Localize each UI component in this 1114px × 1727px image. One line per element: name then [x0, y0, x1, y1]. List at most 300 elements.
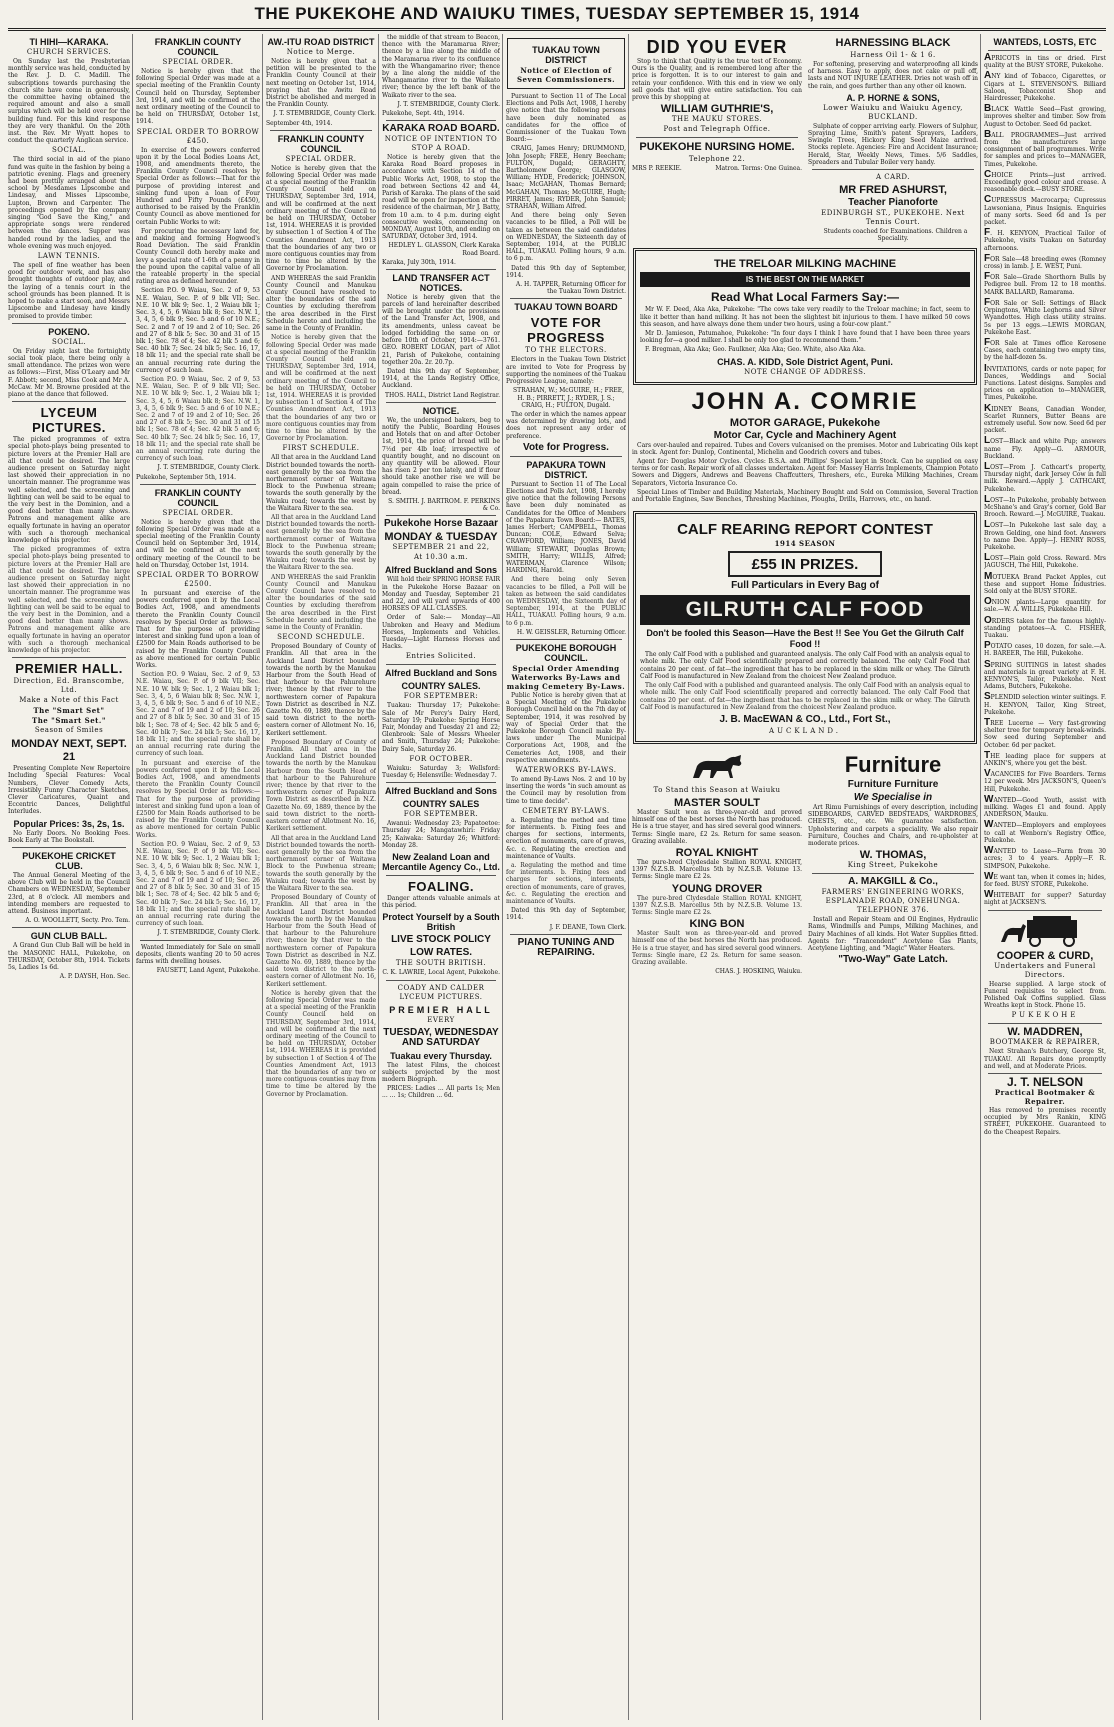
column-5: [506, 34, 626, 1720]
classified-text: PRING SUITINGS in latest shades and materials in great variety at F. H. KENYON'S, Tailor, Pukekohe. Next Adams, Butchers, Pukekohe.: [984, 661, 1106, 691]
ad-body: Students coached for Examinations. Children a Speciality.: [823, 228, 968, 243]
drop-cap: F: [984, 296, 991, 308]
notice-title: NOTICE.: [422, 405, 460, 416]
notice-body: Public Notice is hereby given that at a Special Meeting of the Pukekohe Borough Council held on the 7th day of September, 1914, it was resolved by way of Special Order that the Pukekohe Borough Council make By-laws under The Municipal Corporations Act, 1908, and the Cemeteries Act, 1908, and their respective amendments.: [506, 691, 626, 764]
ad-body: Cars over-hauled and repaired. Tubes and Covers vulcanised on the premises. Motor and Lubricating Oils kept in stock. Agent for: Dunlop, Continental, Michelin and Goodrich covers and tubes.: [632, 441, 978, 456]
ad-body: Tuakau: Thursday 17; Pukekohe: Sale of Mr Percy's Dairy Herd, Saturday 19; Pukekohe: Spring Horse Fair, Monday and Tuesday 21 and 22; Glenbrook: Sale of Messrs Wheeler and Smith, Thursday 24; Pukekohe: Dairy Sale, Saturday 26.: [382, 702, 500, 753]
classified-text: OST—In Pukekohe, probably between McShane's and Gray's corner, Gold Bar Brooch. Reward.—J. McGUIRE, Tuakau.: [984, 496, 1106, 519]
ad-body: The pure-bred Clydesdale Stallion ROYAL KNIGHT, 1397 N.Z.S.B. Marcellus 5th by N.Z.S.B. Volume 13. Terms: Single mare £2 2s.: [632, 858, 802, 881]
horse-icon: [687, 752, 747, 784]
classified-text: HE leading place for suppers at ANKIN'S, where you get the best.: [984, 752, 1106, 768]
ad-line: Make a Note of this Fact: [19, 696, 119, 705]
classified-text: OST—Black and white Pup; answers name Fly. Apply—G. ARMOUR, Buckland.: [984, 438, 1106, 460]
classified-text: OR Sale—Grade Shorthorn Bulls by Pedigree bull. From 12 to 18 months. MARK BALLARD, Ramarama.: [984, 274, 1106, 296]
drop-cap: W: [984, 889, 994, 901]
ad-body: Install and Repair Steam and Oil Engines, Hydraulic Rams, Windmills and Pumps, Milking Machines, and Dairy Machines of all kinds. Hot Water Supplies fitted. Agents for: "Trancendent" Acetylene Gas Plants, Acetylene Lighting, and "Magic" Water Heaters.: [808, 916, 978, 952]
classified-text: ACANCIES for Five Boarders. Terms 12 per week. Mrs JACKSON'S, Queen's Hill, Pukekohe.: [984, 771, 1106, 793]
ad-body: Stop to think that Quality is the true test of Economy. Ours is the Quality, and is remembered long after the price is forgotten. It is to our interest to gain and retain your confidence. With this end in view we only sell goods that will give entire satisfaction. You can prove this by shopping at: [632, 58, 802, 102]
ad-line: MRS P. REEKIE.: [632, 165, 682, 173]
notice-signature: J. F. DEANE, Town Clerk.: [549, 923, 626, 931]
notice-body: Notice is hereby given that the following Special Order was made at a special meeting of the Franklin County Council held on September 3rd, 1914, and will be confirmed at the next ordinary meeting of the Council to be held on Thursday, October 1st, 1914.: [136, 518, 260, 569]
ad-title: COUNTRY SALES.: [401, 681, 481, 692]
ad-sub: NOTE CHANGE OF ADDRESS.: [744, 367, 866, 376]
ad-sub: Practical Bootmaker & Repairer.: [994, 1087, 1096, 1106]
masthead: THE PUKEKOHE AND WAIUKU TIMES, TUESDAY SEPTEMBER 15, 1914: [8, 4, 1106, 31]
notice-body: Dated this 9th day of September, 1914, at the Lands Registry Office, Auckland.: [382, 367, 500, 390]
ad-prize: £55 IN PRIZES.: [751, 556, 859, 574]
furniture-ad: [808, 750, 978, 977]
ad-body: Agent for: Douglas Motor Cycles. Cycles: B.S.A. and Phillips' Special kept in Stock. Can be supplied on easy terms or for cash. Repair work of all classes undertaken. Agent for: Massey Harris Implements, Champion Potato Sowers and Diggers, Andrews and Beavens Chaffcutters, Threshers, etc., Eureka Milking Machines, Cream Separators, Victoria Insurance Co.: [632, 458, 978, 487]
notice-sub: SPECIAL ORDER.: [162, 508, 234, 517]
notice-body: The Annual General Meeting of the above Club will be held in the Council Chambers on WEDNESDAY, September 23rd, at 8 o'clock. All members and intending members are requested to attend. Business important.: [8, 872, 130, 916]
notice-body: For procuring the necessary land for, and making and forming Hogwood's Road Deviation. The said Franklin County Council doth hereby make and levy a special rate of 1-6th of a penny in the pound upon the capital value of all the rateable property in the special rating area as defined hereunder.: [136, 227, 260, 286]
ad-title: Teacher Pianoforte: [848, 197, 938, 209]
notice-sub: SECOND SCHEDULE.: [277, 633, 365, 642]
ad-sub: We Specialise in: [853, 791, 933, 803]
ad-sub: At 10.30 a.m.: [414, 553, 468, 562]
classified-text: OTUEKA Brand Packet Apples, cut these and support Home Industries. Sold only at the BUSY STORE.: [984, 573, 1106, 595]
drop-cap: B: [984, 103, 992, 115]
ad-title: PREMIER HALL.: [15, 661, 123, 677]
classified-text: OST—From J. Cathcart's property, Thursday night, dark Jersey Cow in full milk. Reward.—Apply J. CATHCART, Pukekohe.: [984, 463, 1106, 493]
column-8: [984, 34, 1106, 1720]
classified-item: [984, 821, 1106, 844]
ad-firm: Alfred Buckland and Sons: [384, 668, 498, 679]
classified-text: ANTED—Good Youth, assist with milking. Wages £1 and found. Apply ANDERSON, Mauku.: [984, 796, 1106, 819]
notice-sub: SPECIAL ORDER TO BORROW £2500.: [136, 570, 260, 588]
ad-line: Full Particulars in Every Bag of: [731, 580, 879, 592]
drop-cap: L: [984, 435, 991, 447]
drop-cap: S: [984, 691, 991, 703]
column-2: [136, 34, 260, 1720]
notice-body: Dated this 9th day of September, 1914.: [506, 264, 626, 279]
notice-body: We, the undersigned bakers, beg to notify the Public, Boarding Houses and Hotels that on and after October 1st, 1914, the price of bread will be 7½d per 4lb loaf; irrespective of quantity bought, and no discount on any quantity will be allowed. Flour has risen 2 per ton lately, and if flour should take another rise we will be again compelled to raise the price of bread.: [382, 416, 500, 496]
ad-body: Order of Sale:— Monday—All Unbroken and Heavy and Medium Horses, Implements and Vehicles. Tuesday—Light Harness Horses and Hacks.: [382, 614, 500, 651]
ad-sub: EDINBURGH ST., PUKEKOHE. Next Tennis Court.: [821, 209, 965, 227]
notice-sub: SPECIAL ORDER TO BORROW £450.: [136, 127, 260, 145]
drop-cap: V: [984, 768, 991, 780]
ad-firm: COOPER & CURD,: [996, 949, 1094, 962]
drop-cap: L: [984, 493, 991, 505]
ad-title: PREMIER HALL: [389, 1004, 493, 1015]
classified-text: IDNEY Beans, Canadian Wonder, Scarlet Runners, Butter Beans are extremely useful. Sow now. Seed 6d per packet.: [984, 405, 1106, 435]
notice-body: The order in which the names appear was determined by drawing lots, and does not represent any order of preference.: [506, 410, 626, 440]
notice-title: FRANKLIN COUNTY COUNCIL: [277, 133, 365, 154]
ad-sub: Lower Waiuku and Waiuku Agency, BUCKLAND.: [823, 103, 963, 121]
ad-sub: SEPTEMBER 21 and 22,: [392, 543, 490, 552]
section-title: WANTEDS, LOSTS, ETC: [993, 37, 1097, 47]
column-rule: [980, 34, 981, 1720]
ad-sub: Post and Telegraph Office.: [663, 125, 771, 134]
ad-title: Pukekohe Horse Bazaar: [384, 518, 498, 530]
column-6-7: [632, 34, 978, 1720]
drop-cap: A: [984, 52, 992, 63]
notice-body: In pursuant and exercise of the powers conferred upon it by the Local Bodies Act, 1908, and amendments thereto the Franklin County Council resolves by Special Order as follows:—That for the purpose of providing interest and sinking fund upon a loan of £2500 for Main Roads authorised to be raised by the Franklin County Council as above mentioned for certain Public Works.: [136, 589, 260, 670]
classified-item: [984, 296, 1106, 336]
drop-cap: T: [984, 749, 991, 761]
ad-firm: J. T. NELSON: [1006, 1074, 1083, 1089]
notice-body: a. Regulating the method and time for interments. b. Fixing fees and charges for sections, interments, erection of monuments, care of graves, &c. c. Regulating the erection and maintenance of Vaults.: [506, 862, 626, 906]
ad-title: COUNTRY SALES: [402, 799, 480, 810]
ad-body: No Early Doors. No Booking Fees. Book Early at The Bookstall.: [8, 829, 130, 844]
article-body: On Friday night last the fortnightly social took place, there being only a small attendance. The prizes won were as follows:—First, Miss O'Leary and Mr F. Abbott; second, Miss Cook and Mr A. McCaw. Mr M. Browne presided at the piano at the dance that followed.: [8, 347, 130, 398]
notice-sub: NOTICE OF INTENTION TO STOP A ROAD.: [384, 135, 498, 153]
ad-banner: GILRUTH CALF FOOD: [640, 595, 970, 625]
classified-item: [984, 642, 1106, 657]
ad-sub: Direction, Ed. Branscombe, Ltd.: [13, 677, 125, 695]
drop-cap: C: [984, 194, 992, 206]
notice-title: VOTE FOR PROGRESS: [527, 315, 605, 346]
notice-sub: Notice to Merge.: [286, 48, 356, 56]
classified-text: NION plants—Large quantity for sale.—W. A. WILLIS, Pukekohe Hill.: [984, 599, 1106, 614]
notice-date: September 4th, 1914.: [266, 119, 333, 127]
ad-title: THE TRELOAR MILKING MACHINE: [713, 258, 897, 271]
notice-date: Pukekohe, Sept. 4th, 1914.: [382, 110, 465, 118]
classified-text: REE Lucerne — Very fast-growing shelter tree for temporary break-winds. Sow seed during September and October. 6d per packet.: [984, 720, 1106, 749]
notice-body: Section P.O. 9 Waiau, Sec. 2 of 9, 53 N.E. Waiau, Sec. P. of 9 blk VII; Sec. N.E. 10 W. blk 9; Sec. 1, 2 Waiau blk 1; Sec. 3, 4, 5, 6 Waiau blk 8; Sec. N.W. 1, 3, 4, 5, 6 blk 9; Sec. 5 and 6 of 10 N.E.; Sec. 2 and 7 of 19 and 2 of 10; Sec. 26 and 27 of 8 blk 5; Sec. 30 and 31 of 15 blk 1; Sec. 78 of 4; Sec. 42 blk 5 and 6; Sec. 40 blk 7; Sec. 24 blk 5; Sec. 16, 17, 18 blk 11; and the special rate shall be an annual recurring rate during the currency of such loan.: [136, 287, 260, 374]
notice-body: AND WHEREAS the said Franklin County Council and Manukau County Council have resolved to alter the boundaries of the said Counties by excluding therefrom the area described in the First Schedule hereto and including the same in the County of Franklin.: [266, 573, 376, 632]
drop-cap: F: [984, 252, 991, 264]
ad-sub: THE MAUKU STORES.: [671, 115, 763, 124]
notice-body: Notice is hereby given that the following Special Order was made at a special meeting of the Franklin County Council held on THURSDAY, September 3rd, 1914, and will be confirmed at the next ordinary meeting of the Council to be held on THURSDAY, October 1st, 1914. WHEREAS it is provided by subsection 1 of Section 4 of The Counties Amendment Act, 1913 that the boundaries of any two or more contiguous counties may from time to time be altered by the Governor by Proclamation.: [266, 989, 376, 1098]
notice-signature: A. H. TAPPER, Returning Officer for the Tuakau Town District.: [515, 281, 626, 296]
classified-text: . H. KENYON, Practical Tailor of Pukekohe, visits Tuakau on Saturday afternoons.: [984, 230, 1106, 252]
notice-body: Pursuant to Section 11 of The Local Elections and Polls Act, 1908, I hereby give notice that the following persons have been duly nominated as candidates for the office of Commissioner of the Tuakau Town Board:—: [506, 93, 626, 144]
classified-item: [984, 693, 1106, 716]
notice-sub: FIRST SCHEDULE.: [282, 444, 360, 453]
classified-item: [984, 460, 1106, 493]
ad-line: Protect Yourself by a South British: [382, 912, 500, 933]
drop-cap: I: [984, 362, 987, 374]
notice-title: FRANKLIN COUNTY COUNCIL: [154, 487, 242, 508]
classified-item: [984, 598, 1106, 613]
drop-cap: K: [984, 402, 992, 414]
ad-line: Matron. Terms: One Guinea.: [715, 165, 802, 173]
classified-item: [984, 54, 1106, 69]
notice-body: To amend By-Laws Nos. 2 and 10 by inserting the words "in such amount as the Council may by resolution from time to time decide".: [506, 776, 626, 805]
notice-body: And there being only Seven vacancies to be filled, a Poll will be taken as between the said candidates on WEDNESDAY, the Sixteenth day of September, 1914, at the PUBLIC HALL, TUAKAU. Polling hours, 9 a.m. to 6 p.m.: [506, 576, 626, 627]
ad-title: MASTER SOULT: [674, 796, 760, 809]
ad-sub: FARMERS' ENGINEERING WORKS, ESPLANADE ROAD, ONEHUNGA. TELEPHONE 376.: [821, 888, 965, 915]
notice-line: Vote for Progress.: [523, 441, 609, 453]
ad-line: LIVE STOCK POLICY: [391, 934, 491, 946]
classified-item: [984, 793, 1106, 819]
ad-date: MONDAY NEXT, SEPT. 21: [11, 738, 127, 764]
notice-body: Proposed Boundary of County of Franklin. All that area in the Auckland Land District bounded towards the north by the Manukau Harbour from the South Head of that harbour to the Pahurehure river; thence by that river to the northwestern corner of Papakura Town District as described in N.Z. Gazette No. 69, 1889, thence by the said town district to the north-eastern corner of Allotment No. 16, Kerikeri settlement.: [266, 643, 376, 737]
ad-title: YOUNG DROVER: [671, 882, 763, 895]
notice-body: All that area in the Auckland Land District bounded towards the north-east generally by the sea from the northernmost corner of Waitawa Block to the Puwhenua stream; towards the south generally by the Waiuku road; towards the west by the Waitara River to the sea.: [266, 454, 376, 512]
classified-text: NY kind of Tobacco, Cigarettes, or Cigars at L. STEVENSON'S. Billiard Saloon, Tobacconist Shop and Hairdresser, Pukekohe.: [984, 73, 1106, 103]
ad-title: CALF REARING REPORT CONTEST: [677, 521, 933, 539]
notice-body: All that area in the Auckland Land District bounded towards the north-east generally by the sea from the northernmost corner of Waitawa Block to the Puwhenua stream; towards the south generally by the Waiuku road; towards the west by the Waitara River to the sea.: [266, 834, 376, 892]
ad-line: Tuakau every Thursday.: [390, 1050, 492, 1061]
ad-sub: PUKEKOHE: [1011, 1011, 1079, 1020]
comrie-ad: [632, 389, 978, 504]
classified-text: OST—Plain gold Cross. Reward. Mrs JAGUSCH, The Hill, Pukekohe.: [984, 555, 1106, 570]
drop-cap: O: [984, 596, 992, 608]
ad-line: The "Smart Set": [33, 706, 105, 716]
ad-sub: Entries Solicited.: [405, 652, 477, 661]
notice-signature: J. T. STEMBRIDGE, County Clerk.: [157, 464, 260, 472]
classified-item: [984, 891, 1106, 906]
classified-text: LACK Wattle Seed—Fast growing, improves shelter and timber. Sow from August to October. Seed 6d packet.: [984, 106, 1106, 128]
notice-signature: J. T. STEMBRIDGE, County Clerk.: [157, 929, 260, 937]
drop-cap: L: [984, 460, 991, 472]
drop-cap: S: [984, 658, 991, 670]
notice-body: Notice is hereby given that the following Special Order was made at a special meeting of the Franklin County Council held on THURSDAY, September 3rd, 1914, and will be confirmed at the next ordinary meeting of the Council to be held on THURSDAY, October 1st, 1914. WHEREAS it is provided by subsection 1 of Section 4 of The Counties Amendment Act, 1913 that the boundaries of any two or more contiguous counties may from time to time be altered by the Governor by Proclamation.: [266, 164, 376, 273]
notice-body: Electors in the Tuakau Town District are invited to Vote for Progress by supporting the nominees of the Tuakau Progressive League, namely:: [506, 356, 626, 386]
notice-title: PAPAKURA TOWN DISTRICT.: [526, 459, 606, 480]
ad-body: The only Calf Food with a published and guaranteed analysis. The only Calf Food with an analysis equal to whole milk. The only Calf Food scientifically prepared and correctly balanced. The only Calf Food that contains 20 per cent. of fat—the ingredient that has to be replaced in the skim milk or whey. The Gilruth Calf Food is manufactured in New Zealand from the choicest New Zealand produce.: [640, 682, 970, 711]
classified-item: [984, 554, 1106, 569]
classified-item: [984, 402, 1106, 435]
notice-body: Notice is hereby given that a petition will be presented to the Franklin County Council at their next meeting on October 1st, 1914, praying that the Awitu Road District be abolished and merged in the Franklin County.: [266, 58, 376, 109]
column-rule: [628, 34, 629, 1720]
notice-box: [507, 38, 625, 89]
ad-sub: FOR SEPTEMBER.: [403, 810, 479, 819]
prize-box: [728, 551, 882, 577]
ad-sub: King Street, Pukekohe: [847, 861, 939, 870]
ad-body: Danger attends valuable animals at this period.: [382, 895, 500, 910]
notice-body: Pursuant to Section 11 of The Local Elections and Polls Act, 1908, I hereby give notice that the following Persons have been duly nominated as Candidates for the Office of Members of the Papakura Town Board:— BATES, James Herbert; CAMPBELL, Thomas Duncan; COLE, Edward Selva; CRAWFORD, William; JONES, David William; STEWART, Douglas Brown; SMITH, Harry; WILLIS, Alfred; WATERMAN, Clarence Wilson; HARDING, Harold.: [506, 480, 626, 575]
ad-sub: Telephone 22.: [688, 155, 746, 164]
notice-body: Proposed Boundary of County of Franklin. All that area in the Auckland Land District bounded towards the north by the Manukau Harbour from the South Head of that harbour to the Pahurehure river; thence by that river to the northwestern corner of Papakura Town District as described in N.Z. Gazette No. 69, 1889, thence by the said town district to the north-eastern corner of Allotment No. 16, Kerikeri settlement.: [266, 738, 376, 833]
ad-body: Master Sault won as three-year-old and proved himself one of the best horses the North has produced. He is a true stayer, and has sired several good winners. Terms: Single mare, £2 2s. Return for same season. Grazing available.: [632, 808, 802, 845]
classified-item: [984, 72, 1106, 102]
notice-body: Proposed Boundary of County of Franklin. All that area in the Auckland Land District bounded towards the north by the Manukau Harbour from the South Head of that harbour to the Pahurehure river; thence by that river to the northwestern corner of Papakura Town District as described in N.Z. Gazette No. 69, 1889, thence by the said town district to the north-eastern corner of Allotment No. 16, Kerikeri settlement.: [266, 894, 376, 988]
column-4: [382, 34, 500, 1720]
ad-body: For softening, preserving and waterproofing all kinds of harness. Easy to apply, does not cake or pull off, lasts and NOT INJURE LEATHER. Dries not wash off in the rain, and goes further than any other oil known.: [808, 61, 978, 90]
classified-text: OR Sale at Times office Kerosene Cases, each containing two empty tins, by the half-dozen 5s.: [984, 339, 1106, 362]
ad-line: The "Smart Set.": [31, 716, 107, 726]
drop-cap: L: [984, 552, 991, 564]
notice-signature: S. SMITH. J. BARTROM. F. PERKINS & Co.: [388, 497, 500, 513]
notice-title: PUKEKOHE CRICKET CLUB.: [22, 851, 116, 872]
ad-body: The only Calf Food with a published and guaranteed analysis. The only Calf Food with an analysis equal to whole milk. The only Calf Food scientifically prepared and correctly balanced. The only Calf Food that contains 20 per cent. of fat—the ingredient that has to be replaced in the skim milk or whey. The Gilruth Calf Food is manufactured in New Zealand from the choicest New Zealand produce.: [640, 651, 970, 680]
ad-title: ROYAL KNIGHT: [675, 846, 759, 859]
drop-cap: P: [984, 640, 991, 652]
notice-title: TUAKAU TOWN BOARD: [514, 302, 618, 313]
treloar-ad: [633, 248, 977, 384]
ad-sub: FOR OCTOBER.: [409, 754, 473, 763]
notice-sub: SPECIAL ORDER.: [285, 154, 357, 163]
notice-body: Notice is hereby given that the following Special Order was made at a special meeting of the Franklin County Council held on Thursday, September 3rd, 1914, and will be confirmed at the next ordinary meeting of the Council to be held on THURSDAY, October 1st, 1914.: [136, 68, 260, 126]
ad-sub: A CARD.: [875, 173, 911, 182]
column-rule: [132, 34, 133, 1720]
ad-signature: CHAS. J. HOSKING, Waiuku.: [715, 968, 802, 976]
classified-text: OR Sale—48 breeding ewes (Romney cross) in lamb. J. E. WEST, Puni.: [984, 255, 1106, 271]
notice-title: LAND TRANSFER ACT NOTICES.: [392, 272, 490, 293]
notice-body: Dated this 9th day of September, 1914.: [506, 907, 626, 922]
notice-body: AND WHEREAS the said Franklin County Council and Manukau County Council have resolved to alter the boundaries of the said Counties by excluding therefrom the area described in the First Schedule hereto and including the same in the County of Franklin.: [266, 274, 376, 333]
ad-sub: COADY AND CALDER LYCEUM PICTURES.: [397, 983, 485, 1001]
notice-signature: J. T. STEMBRIDGE, County Clerk.: [397, 100, 500, 108]
notice-title: AW.-ITU ROAD DISTRICT: [267, 37, 375, 47]
classified-text: ANTED—Employers and employees to call at Wenborn's Registry Office, Pukekohe.: [984, 822, 1106, 844]
notice-body: Notice is hereby given that the Karaka Road Board proposes in accordance with Section 14 of the Public Works Act, 1908, to stop the road between Sections 42 and 44, Parish of Karaka. The plans of the said road will be open for inspection at the residence of the chairman, Mr J. Batty, from 10 a.m. to 4 p.m. during eight consecutive weeks, commencing on MONDAY, August 10th, and ending on SATURDAY, October 3rd, 1914.: [382, 154, 500, 241]
notice-sub: TO THE ELECTORS.: [525, 346, 607, 355]
drop-cap: C: [984, 168, 992, 180]
ad-body: Special Lines of Timber and Building Materials, Machinery Bought and Sold on Commission, Several Traction and Portable Engines, Saw Benches, Threshing Machines, Ploughs, Drills, Harrows, etc., on hand.: [632, 488, 978, 504]
ad-signature: C. K. LAWRIE, Local Agent, Pukekohe.: [382, 969, 500, 977]
ad-body: Presenting Complete New Repertoire Including Special Features: Vocal Numbers, Clever Comedy Acts, Irresistibly Funny Character Sketches, Clever Caricatures, Quaint and Eccentric Dances, Delightful Interludes.: [8, 765, 130, 816]
ad-firm: W. THOMAS,: [859, 849, 927, 862]
classified-text: OST—In Pukekohe last sale day, a Brown Gelding, one hind foot. Answers to name Dee. Apply—J. HENRY ROSS, Pukekohe.: [984, 522, 1106, 551]
ad-sub: Motor Car, Cycle and Machinery Agent: [713, 429, 897, 441]
ad-body: Art Rimu Furnishings of every description, including SIDEBOARDS, CARVED BEDSTEADS, WARDROBES, CHESTS, etc., etc. We guarantee satisfaction. Upholstering and carpets a speciality. We also repair Furniture, Couches and Chairs, and re-upholster at moderate prices.: [808, 803, 978, 847]
ad-title: JOHN A. COMRIE: [691, 387, 919, 415]
ad-signature: CHAS. A. KIDD, Sole District Agent, Puni.: [717, 356, 893, 367]
notice-body: Notice is hereby given that the following Special Order was made at a special meeting of the Franklin County Council held on THURSDAY, September 3rd, 1914, and will be confirmed at the next ordinary meeting of the Council to be held on THURSDAY, October 1st, 1914. WHEREAS it is provided by subsection 1 of Section 4 of The Counties Amendment Act, 1913 that the boundaries of any two or more contiguous counties may from time to time be altered by the Governor by Proclamation.: [266, 334, 376, 443]
drop-cap: W: [984, 870, 994, 882]
classified-text: HITEBAIT for supper? Saturday night at JACKSEN'S.: [984, 892, 1106, 907]
hearse-icon: [997, 914, 1093, 948]
notice-body: A Grand Gun Club Ball will be held in the MASONIC HALL, Pukekohe, on THURSDAY, October 8th, 1914. Tickets 5s, Ladies 1s 6d.: [8, 942, 130, 972]
ad-signature: J. B. MacEWAN & CO., Ltd., Fort St.,: [719, 713, 891, 725]
ad-body: Will hold their SPRING HORSE FAIR in the Pukekohe Horse Bazaar on Monday and Tuesday, September 21 and 22, and will yard upwards of 400 HORSES OF ALL CLASSES.: [382, 576, 500, 613]
ad-firm: A. MAKGILL & Co.,: [848, 876, 938, 888]
ad-sub: Undertakers and Funeral Directors.: [994, 961, 1096, 979]
drop-cap: L: [984, 519, 991, 531]
notice-title: PUKEKOHE BOROUGH COUNCIL.: [515, 642, 617, 663]
section-head: SOCIAL.: [51, 337, 87, 346]
classified-text: NVITATIONS, cards or note paper, for Dances, Weddings and Social Functions. Latest designs. Samples and prices on application to—MANAGER, Times, Pukekohe.: [984, 365, 1106, 402]
drop-cap: O: [984, 614, 992, 626]
column-3: [266, 34, 376, 1720]
ad-title: FOALING.: [407, 879, 475, 895]
ad-line: LOW RATES.: [409, 947, 473, 959]
article-title: POKENO.: [48, 326, 90, 337]
article-body: The third social in aid of the piano fund was quite in the fashion by being a patriotic evening. Flags and greenery had been prettily arranged about the school by Mesdames Lipscombe and Lindesay, and Misses Lipscombe, Lupton, Brown and Carpenter. The proceedings opened by the company singing "God Save the King," and appropriate songs were rendered between the dances. Supper was handed round by the ladies, and the whole evening was much enjoyed.: [8, 156, 130, 250]
notice-date: Pukekohe, September 5th, 1914.: [136, 473, 236, 481]
ad-body: Sulphate of copper arriving early. Flowers of Sulphur, Spraying Lime, Smith's patent Sprayers, Ladders, Swingle Trees, Hickory King Seed Maize arrived. Stocks replete. Agencies: Fire and Accident Insurance; Herald, Star, Weekly News, Times. 5/6 Saddles, Spreaders and Tubular Boiler very handy.: [808, 122, 978, 166]
ad-body: Mr W. F. Deed, Aka Aka, Pukekohe: "The cows take very readily to the Treloar machine; in fact, seem to like it better than hand milking. It has not been the slightest bit injurious to them. I have milked 50 cows this season, and have always done them under two hours, using a four-cow plant.": [640, 306, 970, 328]
notice-body: Notice is hereby given that the parcels of land hereinafter described will be brought under the provisions of the Land Transfer Act, 1908, and its amendments, unless caveat be lodged forbidding the same on or before 10th of October, 1914:—3761. GEO. ROBERT LOGAN, part of Allot 21, Parish of Pukekohe, containing together 20a. 2r. 20.7p.: [382, 293, 500, 366]
ad-title: PIANO TUNING AND REPAIRING.: [517, 936, 615, 958]
ad-sub: THE SOUTH BRITISH.: [395, 959, 487, 968]
ad-body: Waiuku: Saturday 3; Wellsford: Tuesday 6; Helensville: Wednesday 7.: [382, 764, 500, 780]
notice-signature: J. T. STEMBRIDGE, County Clerk.: [273, 110, 376, 118]
notice-title: TUAKAU TOWN DISTRICT: [532, 45, 600, 65]
classified-item: [984, 128, 1106, 168]
classified-item: [984, 196, 1106, 226]
notice-body: STRAHAN, W.; McGUIRE, H.; FREE, H. B.; PIRRETT, J.; RYDER, J. S.; CRAIG, H.; FULTON, Dugald.: [512, 387, 624, 409]
notice-title: KARAKA ROAD BOARD.: [382, 123, 500, 135]
ad-body: The latest Films, the choicest subjects projected by the most modern Biograph.: [382, 1061, 500, 1084]
article-body: On Sunday last the Presbyterian monthly service was held, conducted by the Rev. J. D. C. Madill. The subscriptions towards purchasing the church site have come in generously, the committee having obtained the required amount and also a small surplus which will be held over for the building fund. For this kind response they are very thankful. On the 20th inst. the Rev. Mr Wyatt hopes to conduct the quarterly Anglican service.: [8, 58, 130, 145]
ad-title: KING BON: [689, 918, 745, 931]
ad-sub: 1914 SEASON: [774, 539, 836, 549]
ad-body: The pure-bred Clydesdale Stallion ROYAL KNIGHT, 1397 N.Z.S.B. Marcellus 5th by N.Z.S.B. Volume 13. Terms: Single mare £2 2s.: [632, 894, 802, 916]
ad-sub: MOTOR GARAGE, Pukekohe: [729, 416, 881, 429]
ad-firm: Alfred Buckland and Sons: [384, 786, 498, 797]
classified-item: [984, 570, 1106, 596]
classified-item: [984, 521, 1106, 551]
ad-title: PUKEKOHE NURSING HOME.: [639, 141, 795, 154]
classified-item: [984, 252, 1106, 271]
ad-sub: Furniture Furniture: [847, 778, 939, 790]
column-1: [8, 34, 130, 1720]
ad-firm: WILLIAM GUTHRIE'S,: [660, 103, 774, 116]
classified-item: [984, 658, 1106, 691]
notice-body: Section P.O. 9 Waiau, Sec. 2 of 9, 53 N.E. Waiau, Sec. P. of 9 blk VII; Sec. N.E. 10 W. blk 9; Sec. 1, 2 Waiau blk 1; Sec. 3, 4, 5, 6 Waiau blk 8; Sec. N.W. 1, 3, 4, 5, 6 blk 9; Sec. 5 and 6 of 10 N.E.; Sec. 2 and 7 of 19 and 2 of 10; Sec. 26 and 27 of 8 blk 5; Sec. 30 and 31 of 15 blk 1; Sec. 78 of 4; Sec. 42 blk 5 and 6; Sec. 40 blk 7; Sec. 24 blk 5; Sec. 16, 17, 18 blk 11; and the special rate shall be an annual recurring rate during the currency of such loan.: [136, 840, 260, 928]
ad-title: MR FRED ASHURST,: [839, 184, 947, 197]
drop-cap: F: [984, 271, 991, 283]
ad-title: DID YOU EVER: [646, 37, 788, 57]
ad-body: Next Strahan's Butchery, George St, TUAKAU. All Repairs done promptly and well, and at Moderate Prices.: [984, 1048, 1106, 1070]
classified-text: ANTED to Lease—Farm from 30 acres; 3 to 4 years. Apply—F. R. SIMPSON, Pukekohe.: [984, 848, 1106, 870]
classified-item: [984, 719, 1106, 749]
ad-sub: To Stand this Season at Waiuku: [653, 785, 781, 794]
ad-date: TUESDAY, WEDNESDAY AND SATURDAY: [383, 1026, 499, 1048]
ad-sub: EVERY: [427, 1015, 455, 1024]
notice-sub: WATERWORKS BY-LAWS.: [515, 766, 617, 775]
article-title: TI HIHI—KARAKA.: [29, 37, 109, 47]
classified-item: [984, 770, 1106, 793]
notice-body: In pursuant and exercise of the powers conferred upon it by the Local Bodies Act, 1908, and amendments thereto the Franklin County Council resolves by Special Order as follows:—That for the purpose of providing interest and sinking fund upon a loan of £2500 for Main Roads authorised to be raised by the Franklin County Council as above mentioned for certain Public Works.: [136, 759, 260, 839]
drop-cap: W: [984, 845, 994, 857]
ad-firm: W. MADDREN,: [1007, 1026, 1083, 1039]
ad-sub: FOR SEPTEMBER:: [403, 692, 479, 701]
notice-signature: FAUSETT, Land Agent, Pukekohe.: [156, 967, 260, 975]
classified-item: [984, 847, 1106, 870]
classified-item: [984, 749, 1106, 768]
classified-text: PRICOTS in tins or dried. First quality at the BUSY STORE, Pukekohe.: [984, 55, 1106, 70]
article-title: LYCEUM PICTURES.: [32, 405, 106, 436]
classified-item: [984, 273, 1106, 296]
notice-signature: HEDLEY L. GLASSON, Clerk Karaka Road Board.: [388, 242, 500, 257]
drop-cap: A: [984, 70, 992, 82]
ad-body: PRICES: Ladies ... All parts 1s; Men ... ... 1s; Children ... 6d.: [382, 1085, 500, 1100]
classified-item: [984, 493, 1106, 519]
drop-cap: W: [984, 793, 994, 805]
ad-body: Hearse supplied. A large stock of Funeral requisites to select from. Polished Oak Coffins supplied. Glass Wreaths kept in Stock. Phone 15.: [984, 980, 1106, 1010]
notice-signature: H. W. GEISSLER, Returning Officer.: [516, 628, 626, 636]
notice-body: Wanted Immediately for Sale on small deposits, clients wanting 20 to 50 acres farms with dwelling houses.: [136, 943, 260, 965]
classified-item: [984, 614, 1106, 640]
ad-sub: BOOTMAKER & REPAIRER,: [989, 1038, 1101, 1047]
ad-sub: Harness Oil 1- & 1 6.: [850, 51, 936, 59]
classified-text: OR Sale or Sell: Settings of Black Orpingtons, White Leghorns and Silver Wyandottes. High class utility strains. 5s per 13 eggs.—LEWIS MORGAN, Pukekohe East.: [984, 299, 1106, 336]
stallions-ad: [632, 750, 802, 977]
ad-line: Don't be fooled this Season—Have the Best !! See You Get the Gilruth Calf Food !!: [646, 628, 964, 650]
notice-signature: A. P. DAYSH, Hon. Sec.: [59, 973, 130, 981]
classified-text: ALL PROGRAMMES—Just arrived from the manufacturers large consignment of ball programmes. Write for samples and prices to—MANAGER, Times, Pukekohe.: [984, 131, 1106, 168]
notice-signature: A. O. WOOLLETT, Secty. Pro. Tem.: [25, 917, 130, 925]
ad-body: Has removed to premises recently occupied by Mrs Rankin, KING STREET, PUKEKOHE. Guaranteed to do the Cheapest Repairs.: [984, 1106, 1106, 1136]
section-head: SOCIAL.: [51, 146, 87, 155]
ad-firm: A. P. HORNE & SONS,: [846, 92, 940, 103]
column-rule: [502, 34, 503, 1720]
ad-firm: New Zealand Loan and Mercantile Agency Co., Ltd.: [382, 852, 500, 873]
ad-body: Mr D. Jamieson, Patumahoe, Pukekohe: "In four days I think I have found that I have been three years looking for—a good milker. I shall be only too glad to recommend them.": [640, 330, 970, 345]
classified-item: [984, 870, 1106, 888]
ad-banner: IS THE BEST ON THE MARKET: [640, 272, 970, 287]
wanted-list: [984, 54, 1106, 907]
section-head: CHURCH SERVICES.: [26, 48, 112, 56]
classified-text: OTATO cases, 10 dozen, for sale.—A. H. BAREER, The Hill, Pukekohe.: [984, 643, 1106, 658]
notice-body: All that area in the Auckland Land District bounded towards the north-east generally by the sea from the northernmost corner of Waitawa Block to the Puwhenua stream; towards the south generally by the Waiuku road; towards the west by the Waitara River to the sea.: [266, 513, 376, 572]
notice-body: Section P.O. 9 Waiau, Sec. 2 of 9, 53 N.E. Waiau, Sec. P. of 9 blk VII; Sec. N.E. 10 W. blk 9; Sec. 1, 2 Waiau blk 1; Sec. 3, 4, 5, 6 Waiau blk 8; Sec. N.W. 1, 3, 4, 5, 6 blk 9; Sec. 5 and 6 of 10 N.E.; Sec. 2 and 7 of 19 and 2 of 10; Sec. 26 and 27 of 8 blk 5; Sec. 30 and 31 of 15 blk 1; Sec. 78 of 4; Sec. 42 blk 5 and 6; Sec. 40 blk 7; Sec. 24 blk 5; Sec. 16, 17, 18 blk 11; and the special rate shall be an annual recurring rate during the currency of such loan.: [136, 375, 260, 463]
drop-cap: W: [984, 819, 994, 831]
notice-sub: Notice of Election of Seven Commissioners.: [516, 66, 616, 84]
classified-item: [984, 362, 1106, 402]
classified-item: [984, 105, 1106, 128]
notice-body: a. Regulating the method and time for interments. b. Fixing fees and charges for sections, interments, erection of monuments, care of graves, &c. c. Regulating the erection and maintenance of Vaults.: [506, 816, 626, 860]
notice-date: Karaka, July 30th, 1914.: [382, 258, 456, 266]
ad-date: MONDAY & TUESDAY: [384, 531, 498, 544]
notice-title: GUN CLUB BALL.: [30, 931, 108, 942]
